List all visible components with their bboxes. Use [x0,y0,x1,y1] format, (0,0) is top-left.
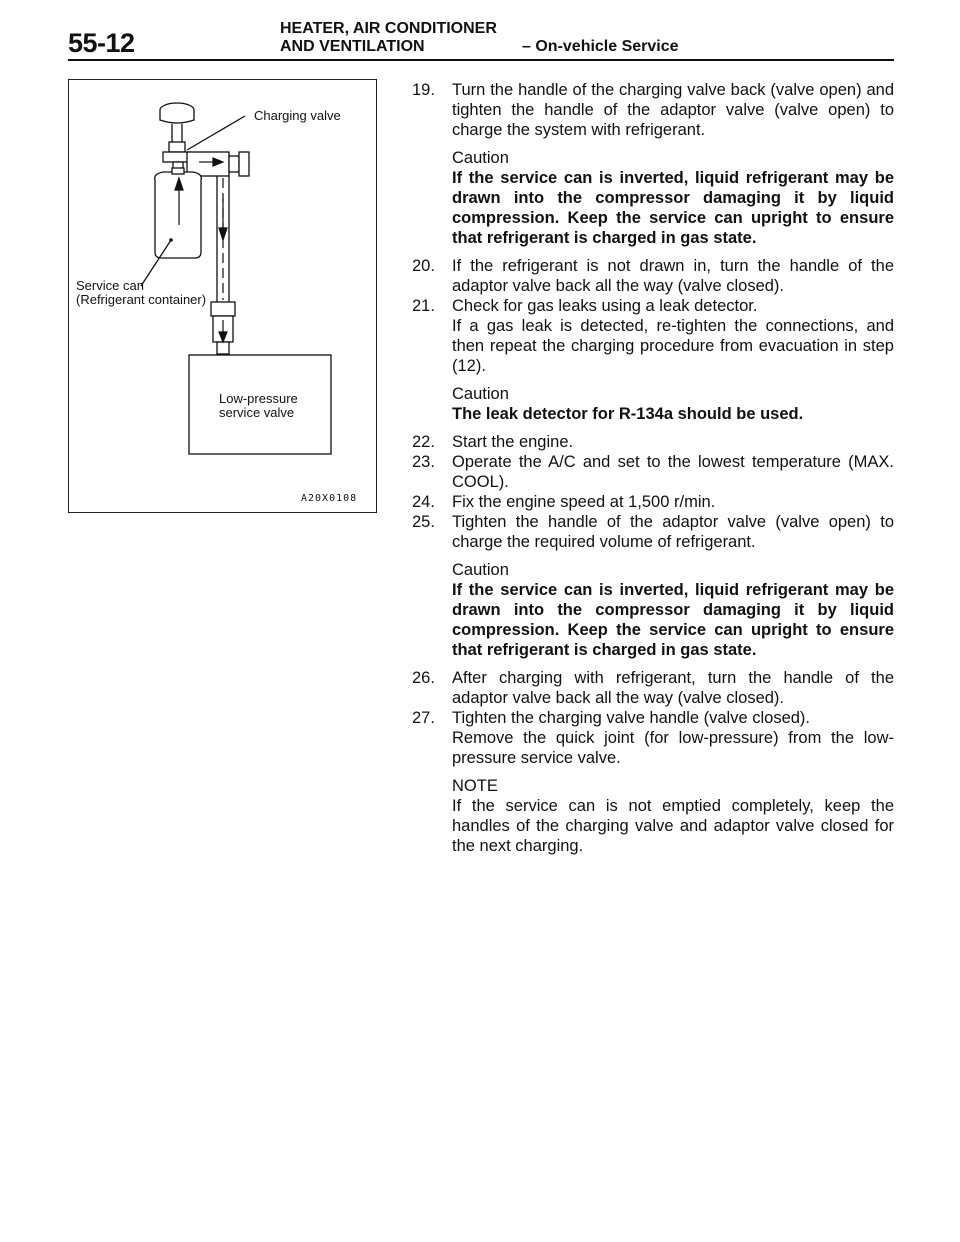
step-26 [412,668,894,708]
step-number: 19. [412,81,435,99]
chapter-title-line2: AND VENTILATION [280,38,425,55]
step-number: 22. [412,433,435,451]
low-pressure-label: Low-pressure [219,391,298,406]
step-number: 25. [412,513,435,531]
step-number: 26. [412,669,435,687]
caution-text: If the service can is inverted, liquid refrigerant may be drawn into the compressor damaging it by liquid compression. Keep the service can upright to ensure that refrigerant is charged in gas state. [452,581,894,659]
note-title: NOTE [452,777,498,795]
note-text: If the service can is not emptied completely, keep the handles of the charging valve and adaptor valve closed for the next charging. [452,797,894,855]
step-text-continued: If a gas leak is detected, re-tighten the connections, and then repeat the charging procedure from evacuation in step (12). [452,317,894,375]
step-25 [412,512,894,552]
header-rule [68,59,894,61]
step-text: Fix the engine speed at 1,500 r/min. [452,493,716,511]
caution-text: If the service can is inverted, liquid refrigerant may be drawn into the compressor damaging it by liquid compression. Keep the service can upright to ensure that refrigerant is charged in gas state. [452,169,894,247]
figure-code: A20X0108 [301,493,358,504]
step-22 [412,432,894,452]
step-21 [412,296,894,376]
page-header [0,0,960,60]
chapter-title-line1: HEATER, AIR CONDITIONER [280,20,497,37]
step-27 [412,708,894,768]
procedure-text [412,80,894,856]
step-text: Turn the handle of the charging valve back (valve open) and tighten the handle of the adaptor valve (valve open) to charge the system with refrigerant. [452,81,894,139]
caution-text: The leak detector for R-134a should be used. [452,405,804,423]
step-text: Check for gas leaks using a leak detector. [452,297,758,315]
step-23 [412,452,894,492]
caution-title: Caution [452,385,509,403]
step-text: Operate the A/C and set to the lowest temperature (MAX. COOL). [452,453,894,491]
caution-title: Caution [452,561,509,579]
step-text: After charging with refrigerant, turn the handle of the adaptor valve back all the way (valve closed). [452,669,894,707]
section-title: – On-vehicle Service [522,38,679,55]
step-number: 27. [412,709,435,727]
step-text-continued: Remove the quick joint (for low-pressure) from the low-pressure service valve. [452,729,894,767]
step-24 [412,492,894,512]
caution-title: Caution [452,149,509,167]
step-text: Tighten the charging valve handle (valve closed). [452,709,811,727]
step-number: 20. [412,257,435,275]
step-number: 24. [412,493,435,511]
step-text: Tighten the handle of the adaptor valve (valve open) to charge the required volume of refrigerant. [452,513,894,551]
service-can-label: Service can [76,278,144,293]
charging-valve-label: Charging valve [254,108,341,123]
charging-diagram [68,79,377,513]
step-text: If the refrigerant is not drawn in, turn the handle of the adaptor valve back all the way (valve closed). [452,257,894,295]
step-20 [412,256,894,296]
low-pressure-sublabel: service valve [219,405,295,420]
step-text: Start the engine. [452,433,574,451]
page-number: 55-12 [68,28,135,58]
step-number: 21. [412,297,435,315]
step-number: 23. [412,453,435,471]
step-19 [412,80,894,140]
service-can-sublabel: (Refrigerant container) [76,292,207,307]
